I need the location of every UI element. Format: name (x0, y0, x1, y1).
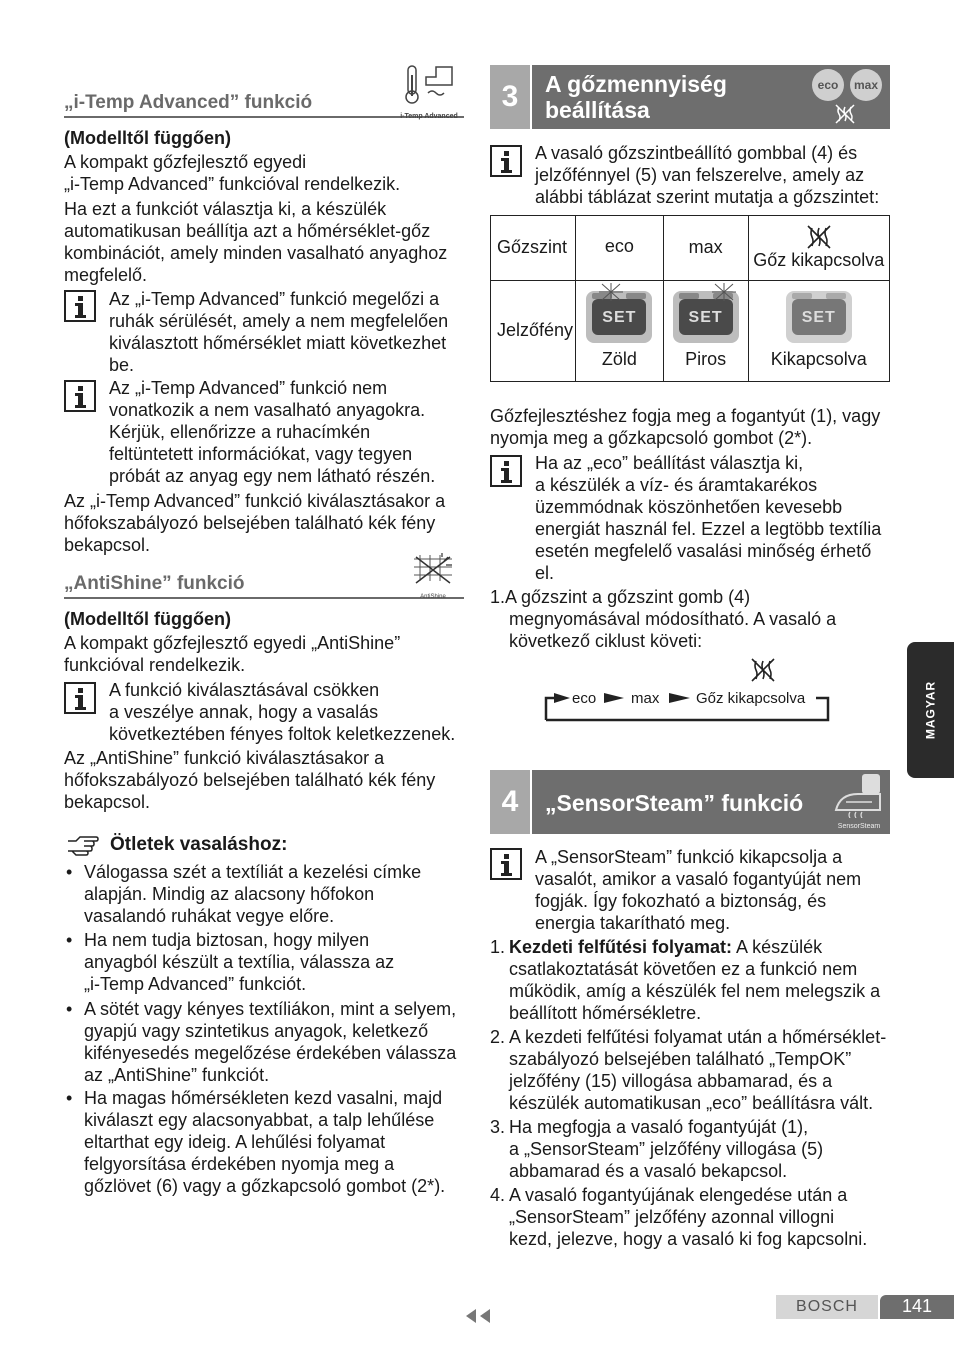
back-arrows-icon (464, 1308, 492, 1324)
info-icon (490, 848, 522, 880)
itemp-p2-l4: megfelelő. (64, 265, 148, 285)
tips-b4-l5: gőzlövet (6) vagy a gőzkapcsoló gombot (2*). (84, 1176, 446, 1196)
sec3-info2-l6: el. (535, 563, 555, 583)
antishine-p1-l2: funkcióval rendelkezik. (64, 655, 246, 675)
sec4-info-l3: fogják. Így fokozható a biztonság, és (535, 891, 827, 911)
sec3-info2-l2: a készülék a víz- és áramtakarékos (535, 475, 818, 495)
sec4-i1-num: 1. (490, 937, 506, 957)
itemp-icon (396, 63, 462, 120)
cycle-off: Gőz kikapcsolva (696, 690, 806, 707)
antishine-p2-l3: bekapcsol. (64, 792, 151, 812)
cycle-max: max (631, 690, 660, 707)
info-icon (490, 455, 522, 487)
sec4-i4-num: 4. (490, 1185, 506, 1205)
sec4-i3-num: 3. (490, 1117, 506, 1137)
itemp-info2-l1: Az „i-Temp Advanced” funkció nem (109, 378, 388, 398)
sec4-i2-num: 2. (490, 1027, 506, 1047)
sec4-info-l4: energia takarítható meg. (535, 913, 731, 933)
antishine-icon-caption: AntiShine (420, 593, 446, 600)
set-button-off (786, 291, 852, 343)
info-icon (490, 145, 522, 177)
tips-b4-l4: felgyorsítása érdekében nyomja meg a (84, 1154, 395, 1174)
sec3-info2-l4: energiát használ fel. Ezzel a legtöbb textília (535, 519, 882, 539)
eco-badge: eco (812, 69, 844, 101)
pointing-hand-icon (66, 833, 100, 857)
itemp-info1-l1: Az „i-Temp Advanced” funkció megelőzi a (109, 289, 440, 309)
sec4-i1-bold: Kezdeti felfűtési folyamat: (509, 937, 733, 957)
tips-b3-l3: kifényesedés megelőzése érdekében válassza (84, 1043, 457, 1063)
table-cell-off2 (748, 281, 890, 382)
sec4-i1-l1 (509, 937, 899, 959)
set-label: SET (679, 299, 733, 335)
sec4-i2-l3: jelzőfény (15) villogása abbamarad, és a (509, 1071, 833, 1091)
itemp-info1-l4: be. (109, 355, 135, 375)
itemp-p2-l1: Ha ezt a funkciót választja ki, a készülék (64, 199, 387, 219)
max-badge: max (850, 69, 882, 101)
antishine-info1-l3: következtében fényes foltok keletkezzenek. (109, 724, 456, 744)
bullet-dot: • (66, 930, 73, 950)
set-button-green (586, 291, 652, 343)
bullet-dot: • (66, 862, 73, 882)
itemp-p1-l1: A kompakt gőzfejlesztő egyedi (64, 152, 307, 172)
antishine-p2-l1: Az „AntiShine” funkció kiválasztásakor a (64, 748, 385, 768)
itemp-p3-l2: hőfokszabályozó belsejében található kék fény (64, 513, 436, 533)
table-cell-max: max (663, 216, 748, 281)
sec4-info-l1: A „SensorSteam” funkció kikapcsolja a (535, 847, 843, 867)
tips-b2-l2: anyagból készült a textília, válassza az (84, 952, 395, 972)
itemp-p2-l3: kombinációt, amely minden vasalható anyaghoz (64, 243, 448, 263)
table-cell-red (663, 281, 748, 382)
table-cell-eco: eco (575, 216, 663, 281)
itemp-info2-l2: vonatkozik a nem vasalható anyagokra. (109, 400, 426, 420)
sec3-p1-l2: nyomja meg a gőzkapcsoló gombot (2*). (490, 428, 813, 448)
language-side-tab (907, 642, 954, 778)
sec3-p1-l1: Gőzfejlesztéshez fogja meg a fogantyút (1), vagy (490, 406, 881, 426)
section-3-title-l2: beállítása (545, 97, 650, 123)
sensorsteam-icon-caption: SensorSteam (837, 823, 881, 830)
table-cell-off (748, 216, 890, 281)
set-button-red (673, 291, 739, 343)
sec4-i1-l4: beállított hőmérsékletre. (509, 1003, 702, 1023)
tips-b1-l2: alapján. Mindig az alacsony hőfokon (84, 884, 375, 904)
sec4-i4-l1: A vasaló fogantyújának elengedése után a (509, 1185, 848, 1205)
section-4-number: 4 (490, 770, 530, 834)
antishine-rule (64, 597, 464, 599)
bullet-dot: • (66, 1088, 73, 1108)
table-cell-green (575, 281, 663, 382)
tips-b4-l1: Ha magas hőmérsékleten kezd vasalni, majd (84, 1088, 443, 1108)
itemp-icon-caption: i-Temp Advanced (400, 112, 458, 120)
tips-b3-l2: gyapjú vagy szintetikus anyagok, keletkező (84, 1021, 429, 1041)
sec4-i4-l3: kezd, jelezve, hogy a vasaló ki fog kapcsolni. (509, 1229, 868, 1249)
antishine-info1-l2: a veszélye annak, hogy a vasalás (109, 702, 379, 722)
sec4-i3-l2: a „SensorSteam” jelzőfény villogása (5) (509, 1139, 824, 1159)
tips-b2-l1: Ha nem tudja biztosan, hogy milyen (84, 930, 370, 950)
section-3-number: 3 (490, 65, 530, 129)
itemp-heading: „i-Temp Advanced” funkció (64, 92, 313, 113)
table-cell-red-label: Piros (685, 349, 727, 370)
section-4-title (532, 770, 890, 834)
table-cell-green-label: Zöld (601, 349, 637, 370)
cycle-eco: eco (572, 690, 597, 707)
steam-off-icon (834, 103, 856, 125)
sec3-info1-l1: A vasaló gőzszintbeállító gombbal (4) és (535, 143, 858, 163)
sec3-info2-l5: esetén megfelelő vasalási minőség érhető (535, 541, 872, 561)
table-row-label: Jelzőfény (491, 281, 576, 382)
tips-b1-l1: Válogassa szét a textíliát a kezelési címke (84, 862, 422, 882)
itemp-info1-l2: ruhák sérülését, amely a nem megfelelően (109, 311, 449, 331)
tips-b1-l3: vasalandó ruhákat vegye előre. (84, 906, 335, 926)
antishine-p1-l1: A kompakt gőzfejlesztő egyedi „AntiShine” (64, 633, 401, 653)
sec4-info-l2: vasalót, amikor a vasaló fogantyúját nem (535, 869, 862, 889)
itemp-info1-l3: kiválasztott hőmérséklet miatt következhet (109, 333, 447, 353)
sec4-i1-rest: A készülék (732, 937, 823, 957)
itemp-info2-l3: Kérjük, ellenőrizze a ruhacímkén (109, 422, 371, 442)
sec4-i1-l2: csatlakoztatását követően ez a funkció nem (509, 959, 858, 979)
tips-b2-l3: „i-Temp Advanced” funkciót. (84, 974, 307, 994)
itemp-p2-l2: automatikusan beállítja azt a hőmérséklet-gőz (64, 221, 431, 241)
bullet-dot: • (66, 999, 73, 1019)
itemp-p3-l3: bekapcsol. (64, 535, 151, 555)
tips-b4-l3: eltarthat egy ideig. A lehűlési folyamat (84, 1132, 386, 1152)
sec4-i1-l3: működik, amíg a készülék fel nem melegszik a (509, 981, 881, 1001)
sec4-i3-l3: abbamarad és a vasaló bekapcsol. (509, 1161, 788, 1181)
glow-icon (596, 281, 626, 303)
antishine-info1-l1: A funkció kiválasztásával csökken (109, 680, 380, 700)
language-side-tab-label: MAGYAR (922, 680, 937, 740)
table-cell-off-label: Gőz kikapcsolva (753, 250, 885, 271)
section-4-title-text: „SensorSteam” funkció (545, 790, 804, 816)
sec3-info2-l3: üzemmódnak köszönhetően kevesebb (535, 497, 843, 517)
page-number: 141 (880, 1295, 954, 1319)
itemp-p3-l1: Az „i-Temp Advanced” funkció kiválasztásakor a (64, 491, 446, 511)
info-icon (64, 380, 96, 412)
sec4-i4-l2: „SensorSteam” jelzőfény azonnal villogni (509, 1207, 835, 1227)
section-3-title-l1: A gőzmennyiség (545, 71, 727, 97)
itemp-info2-l4: feltüntetett információkat, vagy tegyen (109, 444, 413, 464)
sec3-list1-l1: 1.A gőzszint a gőzszint gomb (4) (490, 587, 751, 607)
steam-off-icon (749, 656, 777, 684)
set-label: SET (792, 299, 846, 335)
sec4-i2-l2: szabályozó belsejében található „TempOK” (509, 1049, 852, 1069)
antishine-model-note: (Modelltől függően) (64, 609, 231, 629)
tips-heading: Ötletek vasaláshoz: (110, 834, 288, 855)
sec4-i2-l4: készülék automatikusan „eco” beállításra vált. (509, 1093, 874, 1113)
tips-b3-l4: az „AntiShine” funkciót. (84, 1065, 270, 1085)
sensorsteam-icon (832, 772, 886, 832)
section-3-title (532, 65, 890, 129)
sec4-i2-l1: A kezdeti felfűtési folyamat után a hőmérséklet- (509, 1027, 887, 1047)
sec3-info1-l2: jelzőfénnyel (5) van felszerelve, amely az (535, 165, 865, 185)
steam-off-icon (749, 224, 890, 250)
info-icon (64, 682, 96, 714)
itemp-p1-l2: „i-Temp Advanced” funkcióval rendelkezik. (64, 174, 401, 194)
info-icon (64, 290, 96, 322)
itemp-info2-l5: próbát az anyag egy nem látható részén. (109, 466, 436, 486)
set-label: SET (592, 299, 646, 335)
sec4-i3-l1: Ha megfogja a vasaló fogantyúját (1), (509, 1117, 809, 1137)
sec3-info2-l1: Ha az „eco” beállítást választja ki, (535, 453, 804, 473)
glow-icon (709, 281, 739, 303)
steam-cycle-diagram (544, 656, 830, 722)
itemp-model-note: (Modelltől függően) (64, 128, 231, 148)
antishine-p2-l2: hőfokszabályozó belsejében található kék fény (64, 770, 436, 790)
tips-b3-l1: A sötét vagy kényes textíliákon, mint a selyem, (84, 999, 457, 1019)
sec3-list1-l2: megnyomásával módosítható. A vasaló a (509, 609, 837, 629)
table-row-label: Gőzszint (491, 216, 576, 281)
antishine-icon (408, 553, 458, 600)
antishine-heading: „AntiShine” funkció (64, 573, 245, 594)
table-cell-off2-label: Kikapcsolva (770, 349, 867, 370)
brand-label: BOSCH (776, 1295, 878, 1319)
sec3-info1-l3: alábbi táblázat szerint mutatja a gőzszintet: (535, 187, 880, 207)
steam-level-table (490, 215, 890, 382)
sec3-list1-l3: következő ciklust követi: (509, 631, 703, 651)
tips-b4-l2: kiválaszt egy alacsonyabbat, a talp lehűlése (84, 1110, 435, 1130)
